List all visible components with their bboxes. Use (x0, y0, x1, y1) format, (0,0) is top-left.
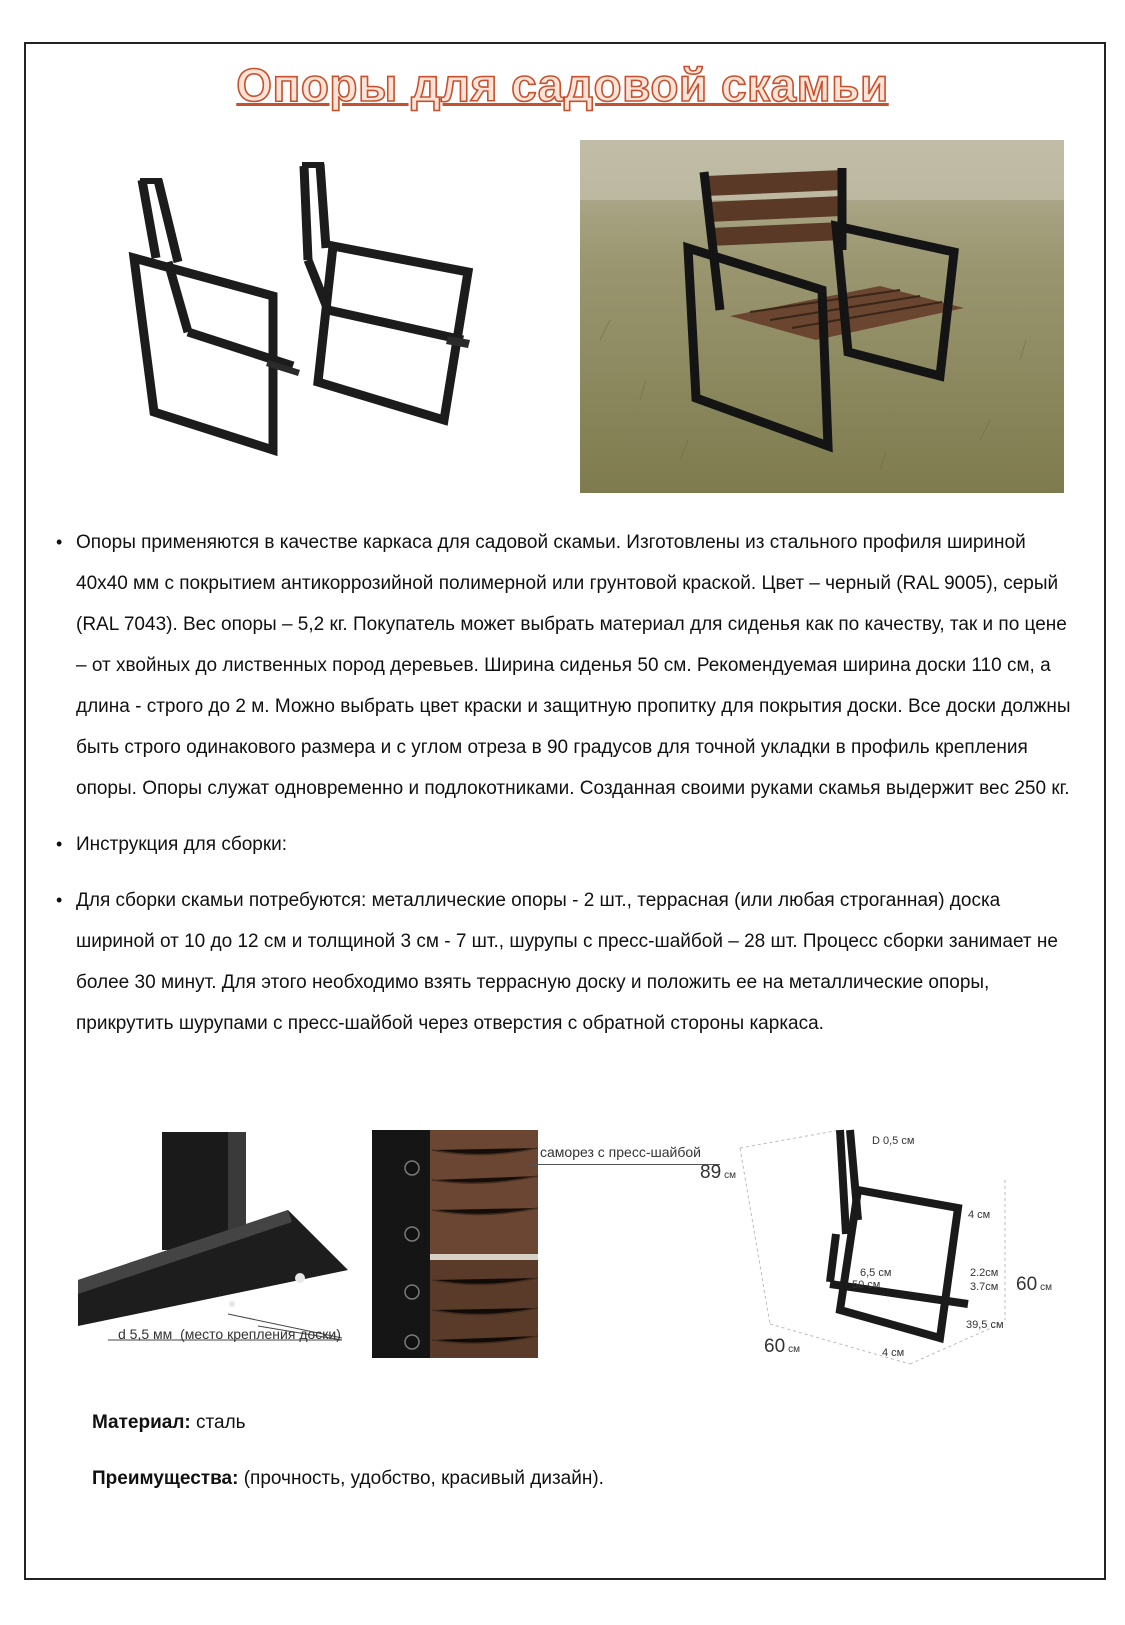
product-facts (92, 1410, 604, 1522)
chair-photo (580, 140, 1064, 493)
dim-seat-height-value: 60 (1016, 1274, 1038, 1295)
dim-depth-unit: см (788, 1344, 801, 1355)
dim-bottom-width-label: 4 см (882, 1347, 905, 1359)
hole-caption: d 5,5 мм (место крепления доски) (118, 1326, 341, 1342)
screw-caption: саморез с пресс-шайбой (540, 1144, 701, 1160)
dim-seat-inner-label: 6,5 см (860, 1267, 892, 1279)
list-item: • Инструкция для сборки: (56, 824, 1076, 865)
advantages-line: Преимущества: (прочность, удобство, красивый дизайн). (92, 1468, 604, 1489)
list-item: • Для сборки скамьи потребуются: металлические опоры - 2 шт., террасная (или любая строганная) доска шириной от 10 до 12 см и толщиной 3 см - 7 шт., шурупы с пресс-шайбой – 28 шт. Процесс сборки занимает не более 30 минут. Для этого необходимо взять террасную доску и положить ее на металлические опоры, прикрутить шурупами с пресс-шайбой через отверстия с обратной стороны каркаса. (56, 880, 1076, 1044)
dim-height-value: 89 (700, 1162, 722, 1183)
svg-text:60см (1016, 1274, 1052, 1295)
svg-text:89см (700, 1162, 736, 1183)
svg-text:60см (764, 1336, 800, 1357)
dim-seat-height-unit: см (1040, 1282, 1053, 1293)
screw-caption-leader (530, 1164, 720, 1165)
supports-render-image (118, 150, 488, 470)
description-list (56, 522, 1076, 1059)
dim-d-label: D 0,5 см (872, 1135, 915, 1147)
dim-gap1-label: 2.2см (970, 1267, 999, 1279)
page-title (0, 58, 1125, 112)
mount-hole-closeup (78, 1130, 368, 1352)
material-line: Материал: сталь (92, 1412, 246, 1433)
list-item: • Опоры применяются в качестве каркаса для садовой скамьи. Изготовлены из стального профиля шириной 40х40 мм с покрытием антикоррозийной полимерной или грунтовой краской. Цвет – черный (RAL 9005), серый (RAL 7043). Вес опоры – 5,2 кг. Покупатель может выбрать материал для сиденья как по качеству, так и по цене – от хвойных до лиственных пород деревьев. Ширина сиденья 50 см. Рекомендуемая ширина доски 110 см, а длина - строго до 2 м. Можно выбрать цвет краски и защитную пропитку для покрытия доски. Все доски должны быть строго одинакового размера и с углом отреза в 90 градусов для точной укладки в профиль крепления опоры. Опоры служат одновременно и подлокотниками. Созданная своими руками скамья выдержит вес 250 кг. (56, 522, 1076, 809)
dimension-drawing (700, 1124, 1100, 1374)
dim-gap2-label: 3.7см (970, 1281, 999, 1293)
dim-height-unit: см (724, 1170, 737, 1181)
screws-closeup (372, 1130, 538, 1358)
dim-arm-width-label: 4 см (968, 1209, 991, 1221)
dim-depth-value: 60 (764, 1336, 786, 1357)
dim-seat-depth-label: 50 см (852, 1279, 881, 1291)
dim-leg-height-label: 39,5 см (966, 1319, 1004, 1331)
page-title-text: Опоры для садовой скамьи (236, 59, 889, 111)
